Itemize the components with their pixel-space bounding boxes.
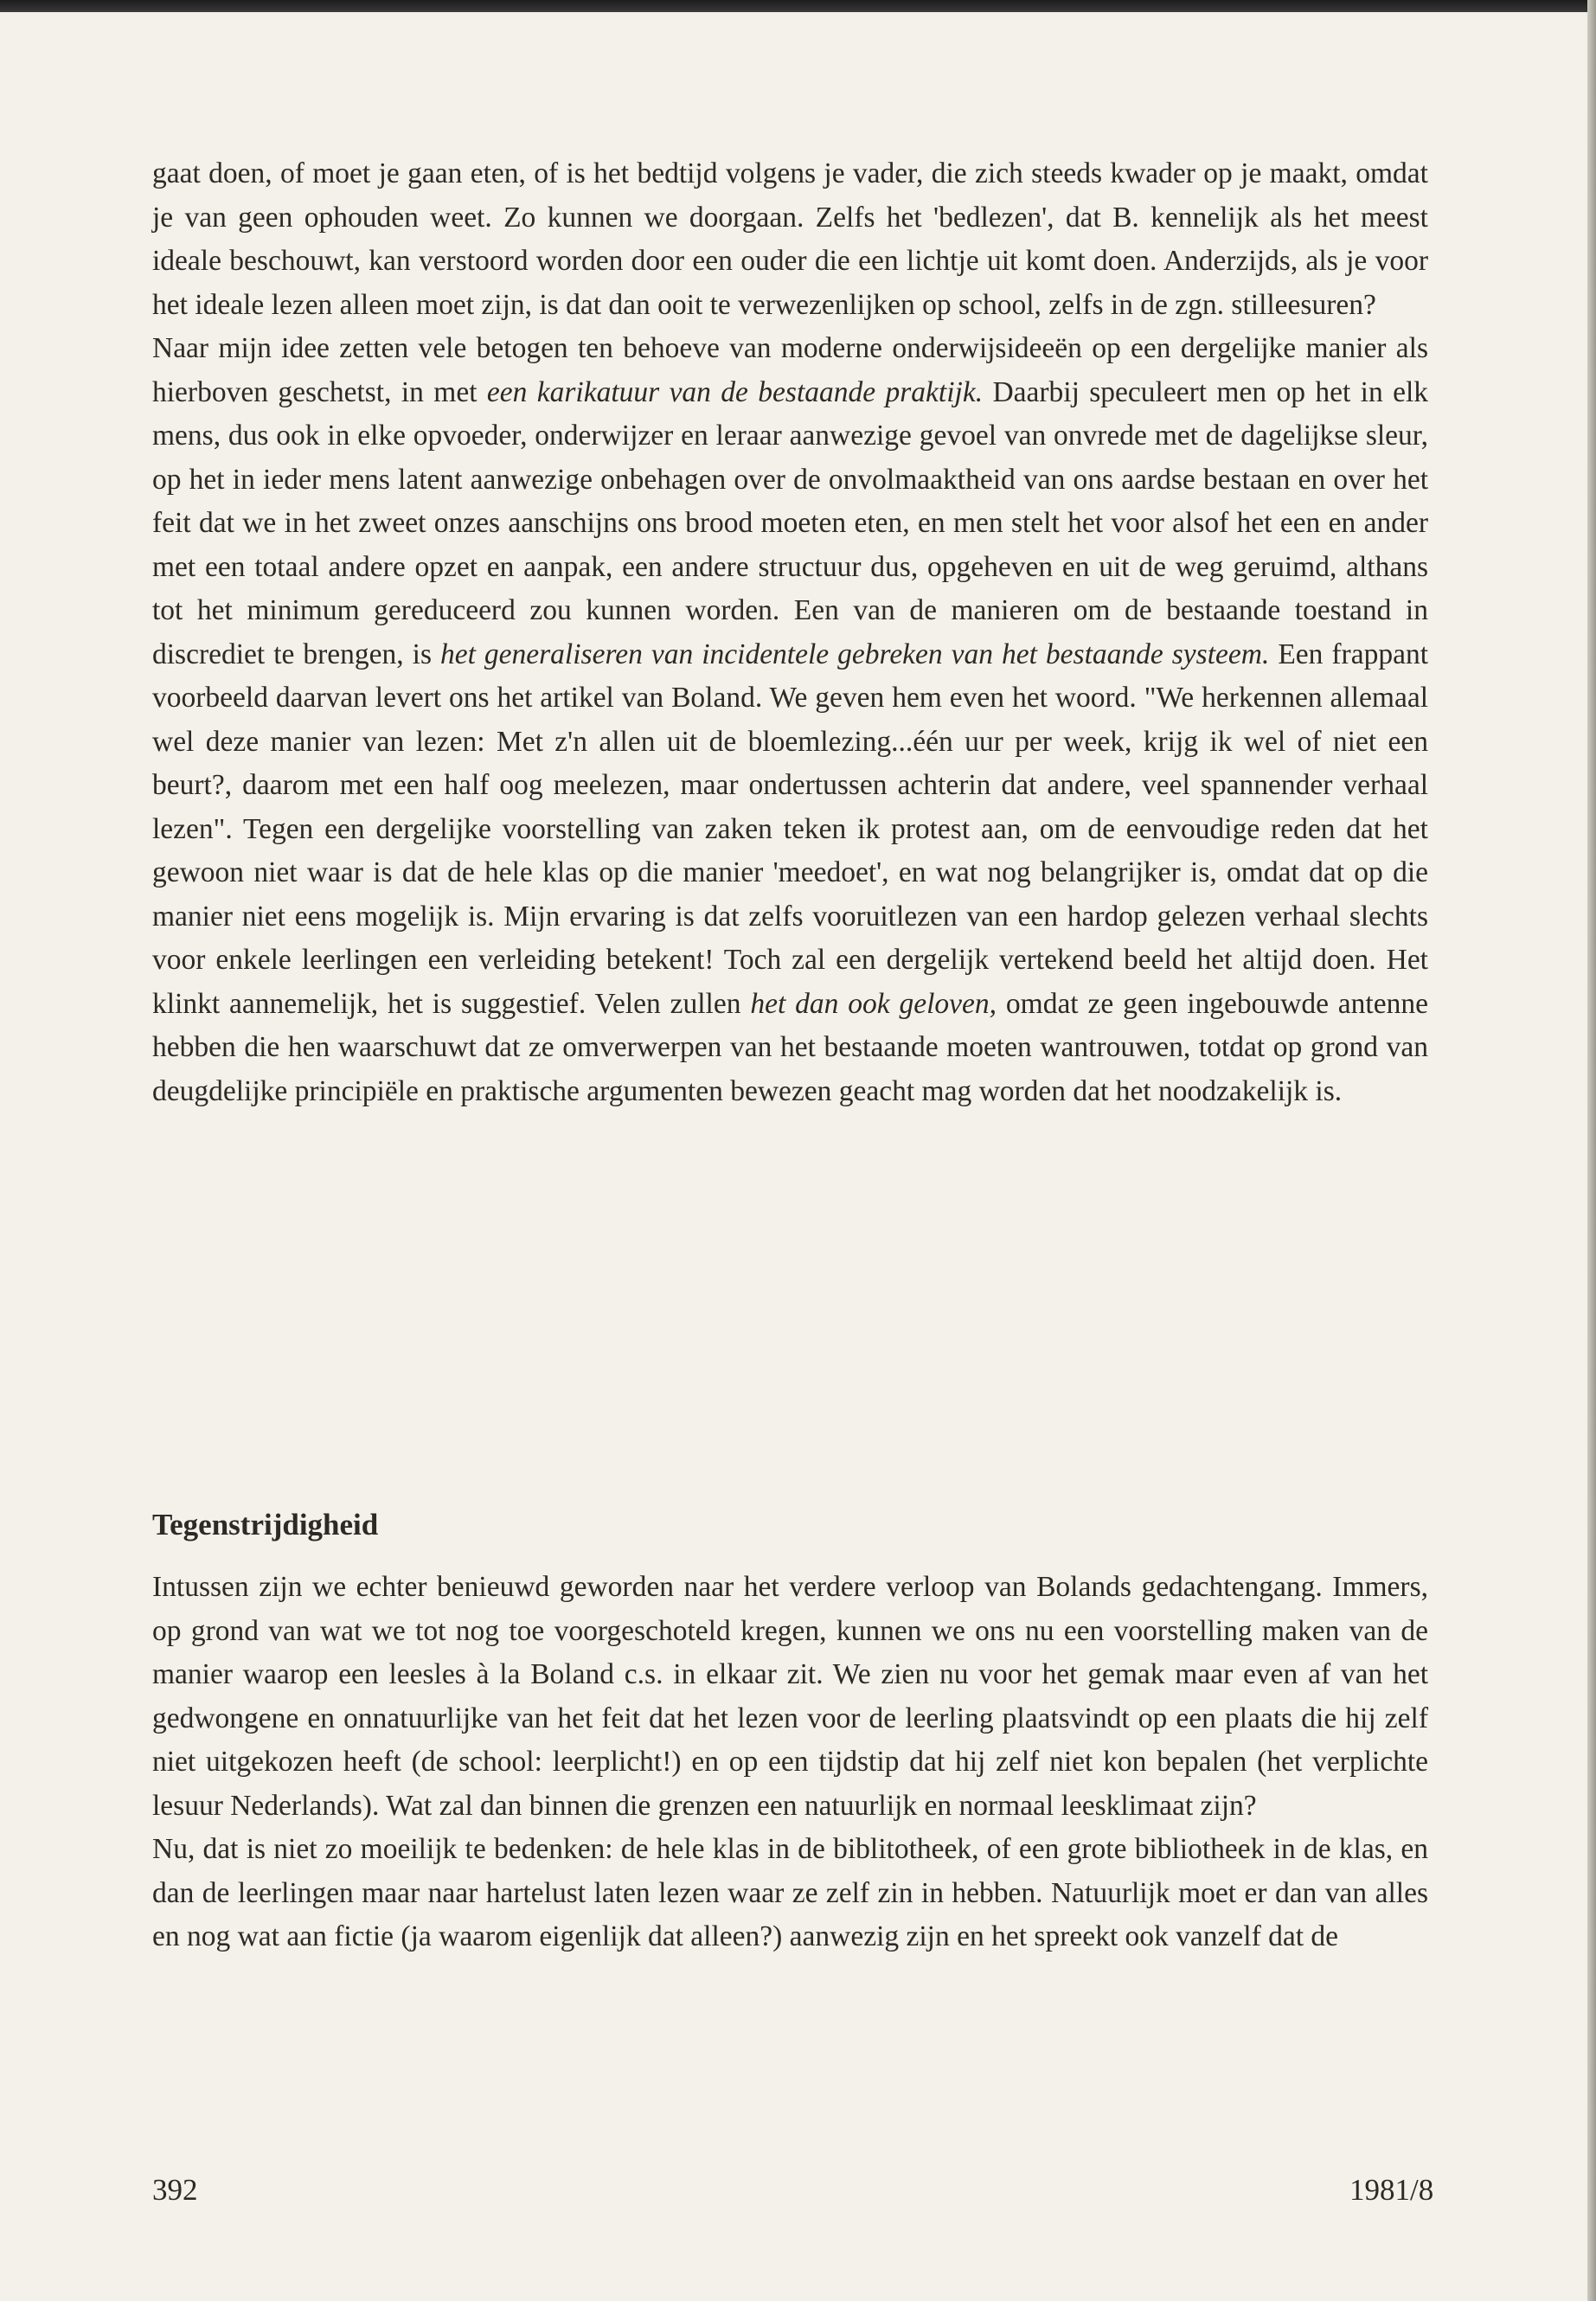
- paragraph-2: [152, 327, 1428, 1113]
- paragraph-2-text-d: omdat ze geen ingebouwde antenne hebben die hen waarschuwt dat ze omverwerpen van het bestaande moeten wantrouwen, totdat op grond van deugdelijke principiële en praktische argumenten bewezen geacht mag worden dat het noodzakelijk is.: [152, 987, 1428, 1107]
- page-body: [152, 152, 1428, 1113]
- paragraph-2-emphasis-2: het generaliseren van incidentele gebreken van het bestaande systeem.: [439, 638, 1270, 670]
- paragraph-2-text-c: Een frappant voorbeeld daarvan levert ons het artikel van Boland. We geven hem even het woord. "We herkennen allemaal wel deze manier van lezen: Met z'n allen uit de bloemlezing...één uur per week, krijg ik wel of niet een beurt?, daarom met een half oog meelezen, maar ondertussen achterin dat andere, veel spannender verhaal lezen". Tegen een dergelijke voorstelling van zaken teken ik protest aan, om de eenvoudige reden dat het gewoon niet waar is dat de hele klas op die manier 'meedoet', en wat nog belangrijker is, omdat dat op die manier niet eens mogelijk is. Mijn ervaring is dat zelfs vooruitlezen van een hardop gelezen verhaal slechts voor enkele leerlingen een verleiding betekent! Toch zal een dergelijk vertekend beeld het altijd doen. Het klinkt aannemelijk, het is suggestief. Velen zullen: [152, 638, 1428, 1020]
- page-number: 392: [152, 2173, 198, 2207]
- paragraph-2-text-a: Naar mijn idee zetten vele betogen ten behoeve van moderne onderwijsideeën op een dergelijke manier als hierboven geschetst, in met: [152, 332, 1428, 408]
- issue-number: 1981/8: [1349, 2173, 1434, 2207]
- paragraph-2-emphasis-3: het dan ook geloven,: [750, 987, 997, 1020]
- scan-border-right: [1587, 0, 1596, 2301]
- section-body: [152, 1566, 1428, 1959]
- paragraph-2-text-b: Daarbij speculeert men op het in elk mens, dus ook in elke opvoeder, onderwijzer en leraar aanwezige gevoel van onvrede met de dagelijkse sleur, op het in ieder mens latent aanwezige onbehagen over de onvolmaaktheid van ons aardse bestaan en over het feit dat we in het zweet onzes aanschijns ons brood moeten eten, en men stelt het voor alsof het een en ander met een totaal andere opzet en aanpak, een andere structuur dus, opgeheven en uit de weg geruimd, althans tot het minimum gereduceerd zou kunnen worden. Een van de manieren om de bestaande toestand in discrediet te brengen, is: [152, 375, 1428, 670]
- section-heading: Tegenstrijdigheid: [152, 1508, 379, 1541]
- paragraph-4: Nu, dat is niet zo moeilijk te bedenken: de hele klas in de biblitotheek, of een grote bibliotheek in de klas, en dan de leerlingen maar naar hartelust laten lezen waar ze zelf zin in hebben. Natuurlijk moet er dan van alles en nog wat aan fictie (ja waarom eigenlijk dat alleen?) aanwezig zijn en het spreekt ook vanzelf dat de: [152, 1833, 1428, 1952]
- paragraph-2-emphasis-1: een karikatuur van de bestaande praktijk.: [486, 375, 984, 408]
- paragraph-3: Intussen zijn we echter benieuwd geworden naar het verdere verloop van Bolands gedachtengang. Immers, op grond van wat we tot nog toe voorgeschoteld kregen, kunnen we ons nu een voorstelling maken van de manier waarop een leesles à la Boland c.s. in elkaar zit. We zien nu voor het gemak maar even af van het gedwongene en onnatuurlijke van het feit dat het lezen voor de leerling plaatsvindt op een plaats die hij zelf niet uitgekozen heeft (de school: leerplicht!) en op een tijdstip dat hij zelf niet kon bepalen (het verplichte lesuur Nederlands). Wat zal dan binnen die grenzen een natuurlijk en normaal leesklimaat zijn?: [152, 1571, 1428, 1822]
- scan-border-top: [0, 0, 1596, 12]
- paragraph-1: gaat doen, of moet je gaan eten, of is het bedtijd volgens je vader, die zich steeds kwader op je maakt, omdat je van geen ophouden weet. Zo kunnen we doorgaan. Zelfs het 'bedlezen', dat B. kennelijk als het meest ideale beschouwt, kan verstoord worden door een ouder die een lichtje uit komt doen. Anderzijds, als je voor het ideale lezen alleen moet zijn, is dat dan ooit te verwezenlijken op school, zelfs in de zgn. stilleesuren?: [152, 157, 1428, 321]
